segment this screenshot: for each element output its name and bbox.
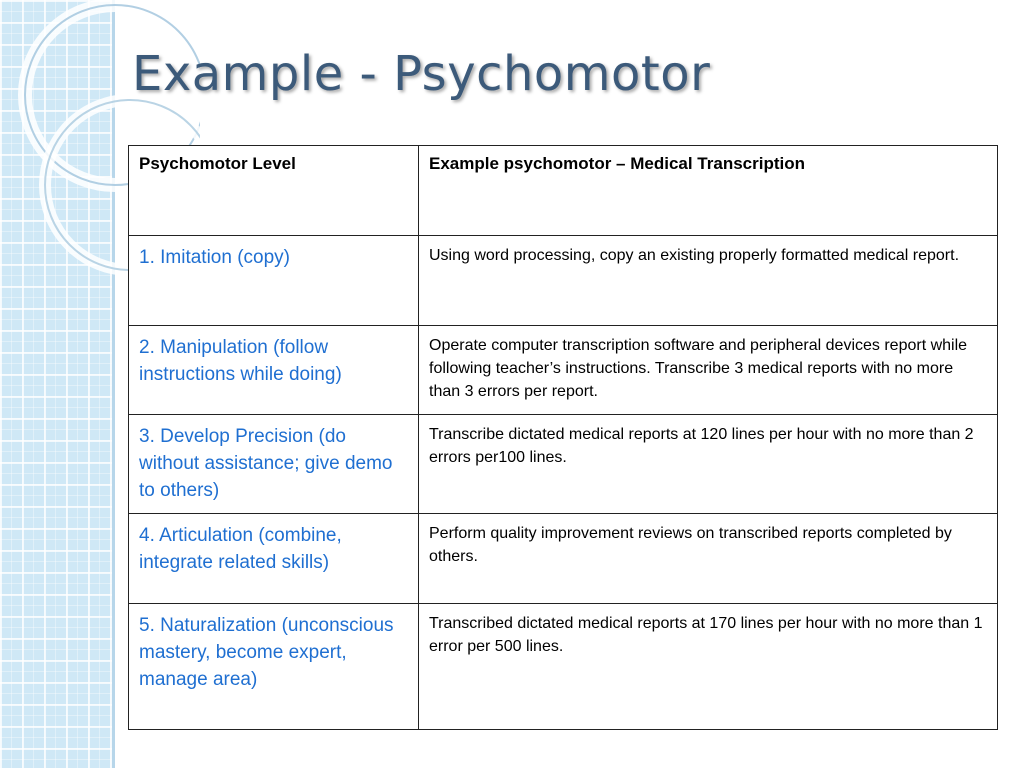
- level-cell: 4. Articulation (combine, integrate related skills): [129, 514, 419, 604]
- level-cell: 5. Naturalization (unconscious mastery, become expert, manage area): [129, 604, 419, 730]
- example-cell: Perform quality improvement reviews on transcribed reports completed by others.: [419, 514, 998, 604]
- level-cell: 1. Imitation (copy): [129, 236, 419, 326]
- example-cell: Using word processing, copy an existing properly formatted medical report.: [419, 236, 998, 326]
- column-header-level: Psychomotor Level: [129, 146, 419, 236]
- psychomotor-table: [128, 145, 998, 730]
- level-cell: 2. Manipulation (follow instructions while doing): [129, 326, 419, 415]
- example-cell: Transcribe dictated medical reports at 120 lines per hour with no more than 2 errors per100 lines.: [419, 415, 998, 514]
- table-row: [129, 415, 998, 514]
- table-header-row: [129, 146, 998, 236]
- example-cell: Operate computer transcription software and peripheral devices report while following teacher’s instructions. Transcribe 3 medical reports with no more than 3 errors per report.: [419, 326, 998, 415]
- slide-title: Example - Psychomotor: [132, 46, 711, 102]
- column-header-example: Example psychomotor – Medical Transcription: [419, 146, 998, 236]
- example-cell: Transcribed dictated medical reports at 170 lines per hour with no more than 1 error per 500 lines.: [419, 604, 998, 730]
- table-row: [129, 514, 998, 604]
- table-row: [129, 326, 998, 415]
- table-row: [129, 604, 998, 730]
- table-row: [129, 236, 998, 326]
- level-cell: 3. Develop Precision (do without assistance; give demo to others): [129, 415, 419, 514]
